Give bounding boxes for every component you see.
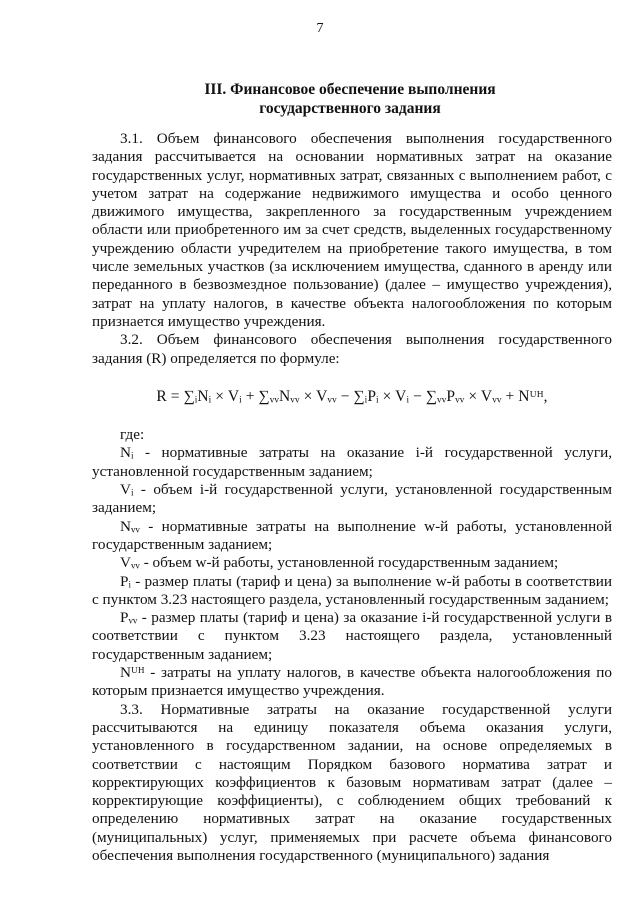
section-title-line-2: государственного задания (259, 100, 441, 117)
definition-vw: Vᵥᵥ - объем w-й работы, установленной государственным заданием; (120, 554, 559, 572)
definition-nyh: Nᵁᴴ - затраты на уплату налогов, в качестве объекта налогообложения по которым признается имущество учреждения. (92, 664, 612, 700)
definition-nw: Nᵥᵥ - нормативные затраты на выполнение w-й работы, установленной государственным заданием; (92, 517, 612, 553)
paragraph-3-3: 3.3. Нормативные затраты на оказание государственной услуги рассчитываются на единицу показателя объема оказания услуги, установленного в государственном задании, на основе определяемых в соответствии с настоящим Порядком базового норматива затрат и корректирующих коэффициентов к базовым нормативам затрат (далее – корректирующие коэффициенты), с соблюдением общих требований к определению нормативных затрат на оказание государственных (муниципальных) услуг, применяемых при расчете объема финансового обеспечения выполнения государственного (муниципального) задания (92, 700, 612, 864)
definition-pw: Pᵥᵥ - размер платы (тариф и цена) за оказание i-й государственной услуги в соответствии с пунктом 3.23 настоящего раздела, установленный государственным заданием; (92, 609, 612, 663)
section-title (90, 80, 610, 118)
formula: R = ∑ᵢNᵢ × Vᵢ + ∑ᵥᵥNᵥᵥ × Vᵥᵥ − ∑ᵢPᵢ × Vᵢ − ∑ᵥᵥPᵥᵥ × Vᵥᵥ + Nᵁᴴ, (156, 387, 548, 405)
definition-vi: Vᵢ - объем i-й государственной услуги, установленной государственным заданием; (92, 481, 612, 517)
section-title-line-1: III. Финансовое обеспечение выполнения (204, 81, 496, 98)
paragraph-3-2: 3.2. Объем финансового обеспечения выполнения государственного задания (R) определяется по формуле: (92, 331, 612, 367)
definition-pi: Pᵢ - размер платы (тариф и цена) за выполнение w-й работы в соответствии с пунктом 3.23 настоящего раздела, установленный государственным заданием; (92, 572, 612, 608)
where-label: где: (120, 426, 145, 444)
definition-ni: Nᵢ - нормативные затраты на оказание i-й государственной услуги, установленной государственным заданием; (92, 444, 612, 480)
page-number: 7 (316, 21, 324, 36)
body-text (92, 130, 612, 865)
paragraph-3-1: 3.1. Объем финансового обеспечения выполнения государственного задания рассчитывается на основании нормативных затрат на оказание государственных услуг, нормативных затрат, связанных с выполнением работ, с учетом затрат на содержание недвижимого имущества и особо ценного движимого имущества, закрепленного за государственным учреждением области или приобретенного им за счет средств, выделенных государственному учреждению области учредителем на приобретение такого имущества, в том числе земельных участков (за исключением имущества, сданного в аренду или переданного в безвозмездное пользование) (далее – имущество учреждения), затрат на уплату налогов, в качестве объекта налогообложения по которым признается имущество учреждения. (92, 130, 612, 330)
